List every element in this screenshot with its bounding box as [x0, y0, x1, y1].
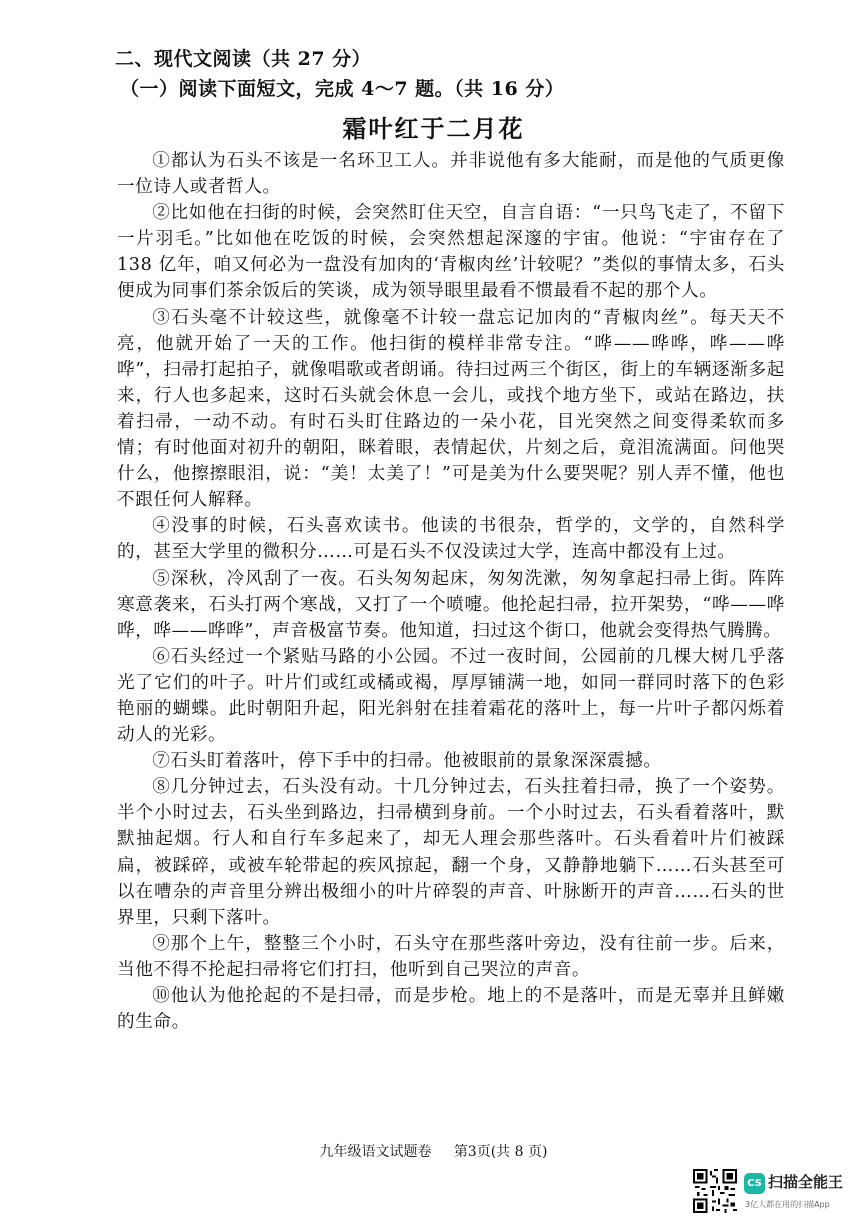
paragraph-1: ①都认为石头不该是一名环卫工人。并非说他有多大能耐，而是他的气质更像一位诗人或者哲人。 [117, 151, 785, 198]
qr-code-icon [693, 1169, 737, 1213]
article-title: 霜叶红于二月花 [342, 114, 525, 143]
subsection-heading: （一）阅读下面短文，完成 4～7 题。（共 16 分） [120, 78, 565, 100]
paragraph-6: ⑥石头经过一个紧贴马路的小公园。不过一夜时间，公园前的几棵大树几乎落光了它们的叶子。叶片们或红或橘或褐，厚厚铺满一地，如同一群同时落下的色彩艳丽的蝴蝶。此时朝阳升起，阳光斜射在挂着霜花的落叶上，每一片叶子都闪烁着动人的光彩。 [117, 646, 785, 746]
paragraph-3: ③石头毫不计较这些，就像毫不计较一盘忘记加肉的“青椒肉丝”。每天天不亮，他就开始了一天的工作。他扫街的模样非常专注。“哗——哗哗，哗——哗哗”，扫帚打起拍子，就像唱歌或者朗诵。待扫过两三个街区，街上的车辆逐渐多起来，行人也多起来，这时石头就会休息一会儿，或找个地方坐下，或站在路边，扶着扫帚，一动不动。有时石头盯住路边的一朵小花，目光突然之间变得柔软而多情；有时他面对初升的朝阳，眯着眼，表情起伏，片刻之后，竟泪流满面。问他哭什么，他擦擦眼泪，说：“美！太美了！”可是美为什么要哭呢？别人弄不懂，他也不跟任何人解释。 [117, 307, 785, 511]
paragraph-9: ⑨那个上午，整整三个小时，石头守在那些落叶旁边，没有往前一步。后来，当他不得不抡起扫帚将它们打扫，他听到自己哭泣的声音。 [117, 933, 785, 980]
page-footer [0, 1141, 867, 1161]
footer-exam-title: 九年级语文试题卷 [319, 1144, 432, 1160]
footer-page-number: 第3页(共 8 页) [453, 1144, 548, 1160]
paragraph-5: ⑤深秋，冷风刮了一夜。石头匆匆起床，匆匆洗漱，匆匆拿起扫帚上街。阵阵寒意袭来，石头打两个寒战，又打了一个喷嚏。他抡起扫帚，拉开架势，“哗——哗哗，哗——哗哗”，声音极富节奏。他知道，扫过这个街口，他就会变得热气腾腾。 [117, 568, 785, 641]
camscanner-name: 扫描全能王 [768, 1173, 844, 1191]
paragraph-2: ②比如他在扫街的时候，会突然盯住天空，自言自语：“一只鸟飞走了，不留下一片羽毛。”比如他在吃饭的时候，会突然想起深邃的宇宙。他说：“宇宙存在了 138 亿年，咱又何必为一盘没有加肉的‘青椒肉丝’计较呢？”类似的事情太多，石头便成为同事们茶余饭后的笑谈，成为领导眼里最看不惯最看不起的那个人。 [117, 203, 785, 302]
paragraph-7: ⑦石头盯着落叶，停下手中的扫帚。他被眼前的景象深深震撼。 [152, 751, 662, 772]
paragraph-8: ⑧几分钟过去，石头没有动。十几分钟过去，石头拄着扫帚，换了一个姿势。半个小时过去，石头坐到路边，扫帚横到身前。一个小时过去，石头看着落叶，默默抽起烟。行人和自行车多起来了，却无人理会那些落叶。石头看着叶片们被踩扁，被踩碎，或被车轮带起的疾风掠起，翻一个身，又静静地躺下……石头甚至可以在嘈杂的声音里分辨出极细小的叶片碎裂的声音、叶脉断开的声音……石头的世界里，只剩下落叶。 [117, 777, 785, 928]
paragraph-10: ⑩他认为他抡起的不是扫帚，而是步枪。地上的不是落叶，而是无辜并且鲜嫩的生命。 [117, 986, 785, 1033]
article-body [117, 148, 785, 1035]
paragraph-4: ④没事的时候，石头喜欢读书。他读的书很杂，哲学的，文学的，自然科学的，甚至大学里的微积分……可是石头不仅没读过大学，连高中都没有上过。 [117, 516, 785, 563]
section-heading: 二、现代文阅读（共 27 分） [115, 48, 372, 70]
camscanner-logo: CS [744, 1173, 765, 1194]
camscanner-tagline: 3亿人都在用的扫描App [745, 1200, 830, 1209]
